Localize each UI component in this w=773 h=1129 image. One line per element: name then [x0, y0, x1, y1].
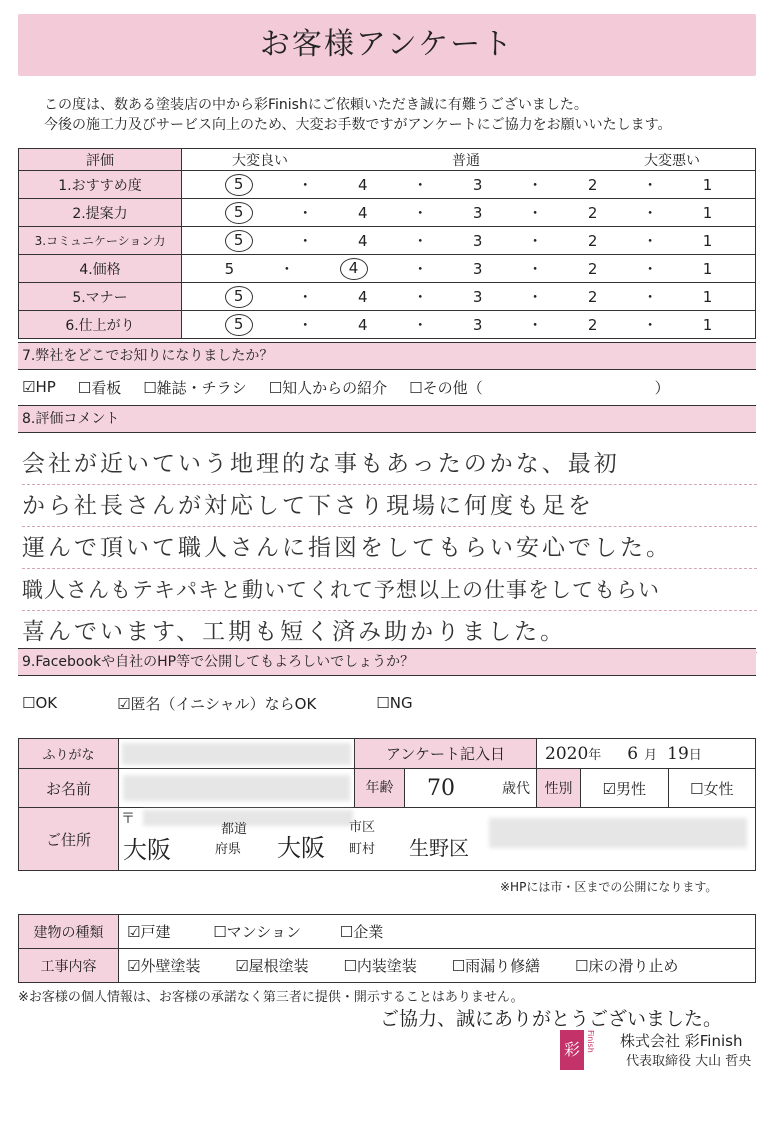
scale-dot: ・	[527, 288, 543, 306]
rating-option[interactable]: 1	[702, 203, 713, 222]
rating-option[interactable]: 1	[702, 231, 713, 250]
city-units-bottom: 町村	[349, 842, 376, 857]
company-logo: 彩	[560, 1030, 584, 1070]
scale-dot: ・	[642, 232, 658, 250]
scale-dot: ・	[297, 204, 313, 222]
scale-dot: ・	[297, 288, 313, 306]
company-name: 株式会社 彩Finish	[620, 1032, 743, 1050]
rating-option[interactable]: 4	[357, 175, 368, 194]
scale-dot: ・	[527, 204, 543, 222]
year-unit: 年	[588, 747, 602, 763]
q9-question: 9.Facebookや自社のHP等で公開してもよろしいでしょうか？	[18, 648, 756, 676]
rating-row	[19, 311, 756, 339]
intro-line-2: 今後の施工力及びサービス向上のため、大変お手数ですがアンケートにご協力をお願いいたします。	[44, 117, 672, 133]
building-type-label: 建物の種類	[19, 915, 119, 949]
logo-sub: Finish	[586, 1030, 595, 1053]
gender-female[interactable]: ☐女性	[668, 769, 756, 808]
date-field[interactable]	[537, 739, 756, 769]
age-value[interactable]: 70	[427, 775, 455, 801]
work-options	[119, 949, 756, 983]
gender-label: 性別	[537, 769, 581, 808]
rating-option[interactable]: 4	[357, 203, 368, 222]
furigana-field[interactable]	[119, 739, 355, 769]
type-option-company[interactable]: ☐企業	[339, 923, 384, 941]
pref-units-top: 都道	[221, 822, 248, 837]
rating-option[interactable]: 1	[702, 287, 713, 306]
city-units-top: 市区	[349, 820, 376, 835]
rating-table	[18, 148, 756, 339]
comment-line-1: 会社が近いていう地理的な事もあったのかな、最初	[22, 444, 757, 485]
rating-row	[19, 283, 756, 311]
scale-dot: ・	[527, 232, 543, 250]
name-label: お名前	[19, 769, 119, 808]
rating-option[interactable]: 1	[702, 259, 713, 278]
rating-option[interactable]: 5	[225, 202, 253, 224]
page-title: お客様アンケート	[259, 27, 515, 62]
thanks-message: ご協力、誠にありがとうございました。	[380, 1008, 723, 1030]
date-day: 19	[667, 743, 689, 764]
q8-label: 8.評価コメント	[18, 405, 756, 433]
date-month: 6	[627, 743, 639, 764]
q7-option-signboard[interactable]: ☐看板	[77, 378, 122, 397]
address-note: ※HPには市・区までの公開になります。	[500, 880, 718, 894]
rating-label: 6.仕上がり	[19, 311, 182, 339]
ward-value: 生野区	[409, 836, 469, 860]
scale-dot: ・	[412, 260, 428, 278]
building-table	[18, 914, 756, 983]
rating-scale	[182, 171, 756, 199]
address-field[interactable]	[119, 808, 756, 871]
age-label: 年齢	[355, 769, 405, 807]
rating-option[interactable]: 2	[587, 259, 598, 278]
rating-option[interactable]: 2	[587, 175, 598, 194]
rating-option[interactable]: 4	[357, 231, 368, 250]
work-option-antislip[interactable]: ☐床の滑り止め	[574, 957, 679, 975]
rating-option[interactable]: 1	[702, 175, 713, 194]
work-option-leak[interactable]: ☐雨漏り修繕	[451, 957, 541, 975]
scale-header-bad: 大変悪い	[644, 152, 700, 169]
scale-dot: ・	[642, 204, 658, 222]
date-label: アンケート記入日	[355, 739, 537, 769]
rating-option[interactable]: 4	[340, 258, 368, 280]
q7-option-other[interactable]: ☐その他（	[409, 378, 483, 397]
furigana-label: ふりがな	[19, 739, 119, 769]
rating-option[interactable]: 3	[472, 315, 483, 334]
scale-dot: ・	[279, 260, 295, 278]
pref-units-bottom: 府県	[215, 842, 242, 857]
rating-label: 4.価格	[19, 255, 182, 283]
privacy-note: ※お客様の個人情報は、お客様の承諾なく第三者に提供・開示することはありません。	[18, 990, 524, 1005]
q9-option-ng[interactable]: ☐NG	[376, 694, 413, 712]
rating-option[interactable]: 5	[224, 259, 235, 278]
city-value: 大阪	[277, 834, 325, 862]
rating-label: 3.コミュニケーション力	[19, 227, 182, 255]
prefecture-value: 大阪	[123, 836, 171, 864]
comment-line-4: 職人さんもテキパキと動いてくれて予想以上の仕事をしてもらい	[22, 570, 757, 611]
q9-option-ok[interactable]: ☐OK	[22, 694, 58, 712]
rating-row	[19, 255, 756, 283]
age-cell	[355, 769, 537, 808]
rating-option[interactable]: 5	[225, 174, 253, 196]
rating-row	[19, 171, 756, 199]
date-year: 2020	[545, 743, 589, 764]
q9-option-anonymous[interactable]: ☑匿名（イニシャル）ならOK	[117, 694, 317, 713]
rating-option[interactable]: 5	[225, 314, 253, 336]
day-unit: 日	[688, 747, 702, 763]
address-label: ご住所	[19, 808, 119, 871]
rating-option[interactable]: 3	[472, 203, 483, 222]
q7-option-magazine[interactable]: ☐雑誌・チラシ	[143, 378, 247, 397]
gender-male[interactable]: ☑男性	[581, 769, 669, 808]
q7-option-other-close: ）	[654, 378, 670, 397]
rating-option[interactable]: 5	[225, 286, 253, 308]
rating-option[interactable]: 4	[357, 315, 368, 334]
scale-dot: ・	[412, 316, 428, 334]
name-field[interactable]	[119, 769, 355, 808]
company-rep: 代表取締役 大山 哲央	[626, 1054, 752, 1069]
rating-row	[19, 227, 756, 255]
type-option-house[interactable]: ☑戸建	[127, 923, 171, 941]
rating-scale	[182, 199, 756, 227]
rating-option[interactable]: 3	[472, 231, 483, 250]
rating-label: 5.マナー	[19, 283, 182, 311]
q7-options	[18, 372, 756, 402]
rating-label: 1.おすすめ度	[19, 171, 182, 199]
comment-line-5: 喜んでいます、工期も短く済み助かりました。	[22, 612, 757, 653]
scale-dot: ・	[297, 232, 313, 250]
rating-option[interactable]: 3	[472, 259, 483, 278]
customer-info-table	[18, 738, 756, 871]
postal-mark: 〒	[121, 811, 135, 827]
rating-option[interactable]: 4	[357, 287, 368, 306]
work-option-roof[interactable]: ☑屋根塗装	[235, 957, 309, 975]
q7-option-referral[interactable]: ☐知人からの紹介	[268, 378, 388, 397]
intro-line-1: この度は、数ある塗装店の中から彩Finishにご依頼いただき誠に有難うございました。	[44, 97, 588, 113]
scale-dot: ・	[642, 260, 658, 278]
rating-option[interactable]: 2	[587, 203, 598, 222]
scale-header-normal: 普通	[452, 152, 480, 169]
scale-dot: ・	[412, 176, 428, 194]
scale-dot: ・	[642, 176, 658, 194]
rating-option[interactable]: 5	[225, 230, 253, 252]
scale-dot: ・	[642, 316, 658, 334]
age-unit: 歳代	[502, 781, 530, 797]
scale-dot: ・	[527, 316, 543, 334]
comment-line-3: 運んで頂いて職人さんに指図をしてもらい安心でした。	[22, 528, 757, 569]
rating-option[interactable]: 1	[702, 315, 713, 334]
rating-option[interactable]: 2	[587, 315, 598, 334]
rating-label: 2.提案力	[19, 199, 182, 227]
scale-dot: ・	[527, 260, 543, 278]
title-band	[18, 14, 756, 76]
scale-dot: ・	[297, 176, 313, 194]
rating-scale	[182, 255, 756, 283]
comment-line-2: から社長さんが対応して下さり現場に何度も足を	[22, 486, 757, 527]
month-unit: 月	[644, 747, 658, 763]
scale-dot: ・	[412, 232, 428, 250]
rating-option[interactable]: 3	[472, 175, 483, 194]
rating-scale	[182, 227, 756, 255]
rating-scale	[182, 283, 756, 311]
scale-header-good: 大変良い	[232, 152, 288, 169]
scale-dot: ・	[412, 204, 428, 222]
q9-options	[18, 688, 756, 718]
rating-option[interactable]: 3	[472, 287, 483, 306]
type-option-mansion[interactable]: ☐マンション	[213, 923, 302, 941]
q7-question: 7.弊社をどこでお知りになりましたか？	[18, 342, 756, 370]
scale-dot: ・	[412, 288, 428, 306]
q7-option-hp[interactable]: ☑HP	[22, 378, 56, 396]
rating-scale-header	[182, 149, 756, 171]
building-type-options	[119, 915, 756, 949]
scale-dot: ・	[527, 176, 543, 194]
rating-option[interactable]: 2	[587, 287, 598, 306]
rating-header-label: 評価	[19, 149, 182, 171]
rating-option[interactable]: 2	[587, 231, 598, 250]
rating-row	[19, 199, 756, 227]
rating-scale	[182, 311, 756, 339]
scale-dot: ・	[297, 316, 313, 334]
work-option-exterior[interactable]: ☑外壁塗装	[127, 957, 201, 975]
scale-dot: ・	[642, 288, 658, 306]
work-label: 工事内容	[19, 949, 119, 983]
work-option-interior[interactable]: ☐内装塗装	[343, 957, 417, 975]
